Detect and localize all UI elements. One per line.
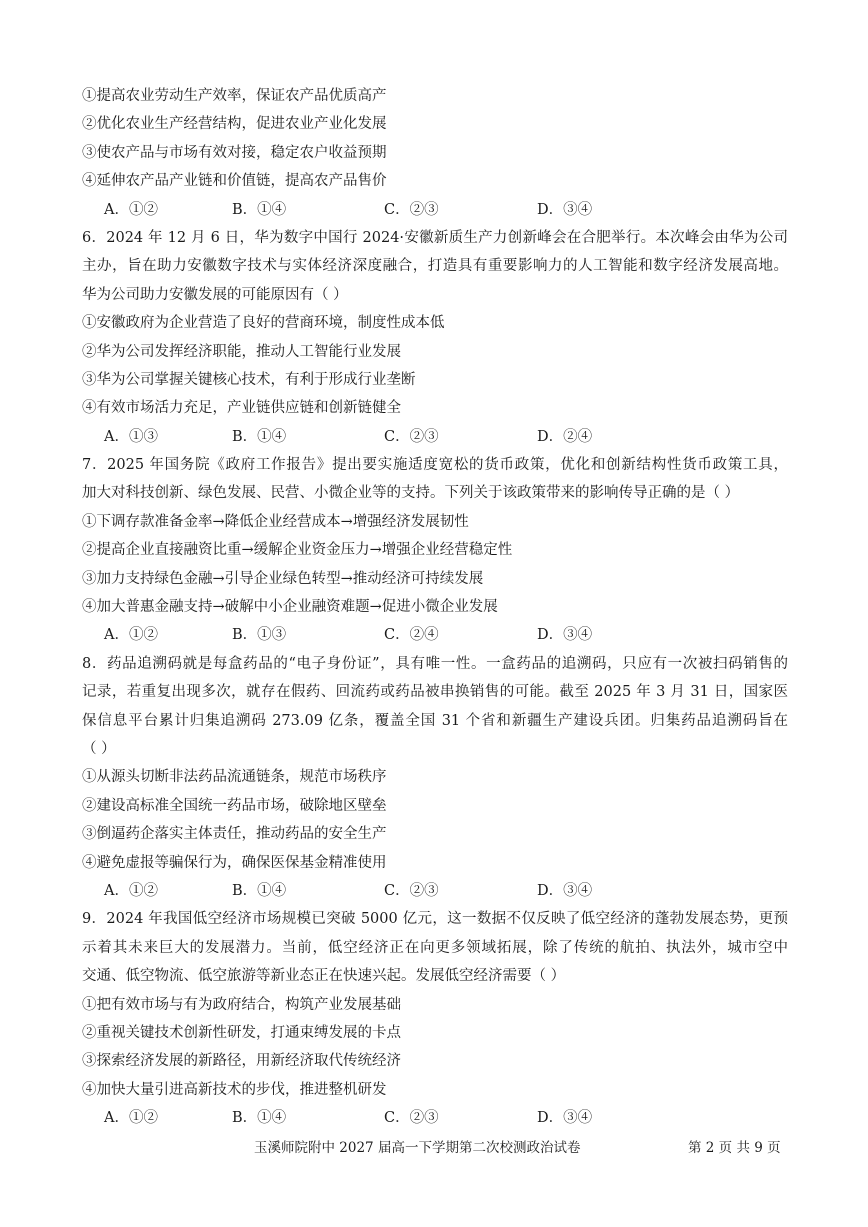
choice-c: C．②③	[384, 428, 439, 445]
option-line: ④加大普惠金融支持→破解中小企业融资难题→促进小微企业发展	[82, 599, 498, 616]
option-line: ④加快大量引进高新技术的步伐，推进整机研发	[82, 1081, 387, 1098]
option-line: ①从源头切断非法药品流通链条，规范市场秩序	[82, 769, 387, 786]
choice-a: A．①②	[104, 1110, 158, 1127]
option-line: ③倒逼药企落实主体责任，推动药品的安全生产	[82, 826, 387, 843]
choice-b: B．①④	[232, 882, 287, 899]
option-line: ②华为公司发挥经济职能，推动人工智能行业发展	[82, 343, 401, 360]
choice-a: A．①③	[104, 428, 158, 445]
question-6	[82, 224, 788, 451]
option-line: ③加力支持绿色金融→引导企业绿色转型→推动经济可持续发展	[82, 570, 484, 587]
choice-c: C．②③	[384, 201, 439, 218]
option-line: ②重视关键技术创新性研发，打通束缚发展的卡点	[82, 1024, 401, 1041]
choice-d: D．③④	[537, 882, 593, 899]
choice-c: C．②④	[384, 627, 439, 644]
answer-choices	[82, 877, 788, 905]
answer-choices	[82, 621, 788, 649]
footer-page-number: 第 2 页 共 9 页	[688, 1140, 781, 1156]
question-5	[82, 82, 788, 224]
choice-b: B．①③	[232, 627, 287, 644]
answer-choices	[82, 1104, 788, 1132]
question-stem-line: 交通、低空物流、低空旅游等新业态正在快速兴起。发展低空经济需要（ ）	[82, 968, 566, 985]
option-line: ④有效市场活力充足，产业链供应链和创新链健全	[82, 400, 401, 417]
choice-a: A．①②	[104, 201, 158, 218]
choice-c: C．②③	[384, 882, 439, 899]
option-line: ①把有效市场与有为政府结合，构筑产业发展基础	[82, 996, 401, 1013]
choice-b: B．①④	[232, 201, 287, 218]
choice-d: D．③④	[537, 1110, 593, 1127]
question-stem-line: 9．2024 年我国低空经济市场规模已突破 5000 亿元，这一数据不仅反映了低空经济的蓬勃发展态势，更预	[82, 911, 788, 928]
option-line: ①安徽政府为企业营造了良好的营商环境，制度性成本低	[82, 315, 445, 332]
option-line: ③使农产品与市场有效对接，稳定农户收益预期	[82, 144, 387, 161]
question-stem-line: 主办，旨在助力安徽数字技术与实体经济深度融合，打造具有重要影响力的人工智能和数字经济发展高地。	[82, 258, 788, 275]
question-stem-line: 保信息平台累计归集追溯码 273.09 亿条，覆盖全国 31 个省和新疆生产建设兵团。归集药品追溯码旨在	[82, 712, 788, 729]
answer-choices	[82, 423, 788, 451]
choice-b: B．①④	[232, 1110, 287, 1127]
choice-b: B．①④	[232, 428, 287, 445]
option-line: ①提高农业劳动生产效率，保证农产品优质高产	[82, 88, 387, 104]
question-stem-line: 加大对科技创新、绿色发展、民营、小微企业等的支持。下列关于该政策带来的影响传导正确的是（ ）	[82, 485, 740, 502]
question-stem-line: 示着其未来巨大的发展潜力。当前，低空经济正在向更多领域拓展，除了传统的航拍、执法外，城市空中	[82, 939, 788, 956]
option-line: ③华为公司掌握关键核心技术，有利于形成行业垄断	[82, 371, 416, 388]
question-stem-line: 华为公司助力安徽发展的可能原因有（ ）	[82, 286, 348, 303]
choice-d: D．②④	[537, 428, 593, 445]
option-line: ②优化农业生产经营结构，促进农业产业化发展	[82, 116, 387, 133]
choice-a: A．①②	[104, 627, 158, 644]
question-stem-line: 记录，若重复出现多次，就存在假药、回流药或药品被串换销售的可能。截至 2025 年 3 月 31 日，国家医	[82, 684, 788, 701]
choice-a: A．①②	[104, 882, 158, 899]
choice-c: C．②③	[384, 1110, 439, 1127]
option-line: ①下调存款准备金率→降低企业经营成本→增强经济发展韧性	[82, 513, 469, 530]
question-stem-line: （ ）	[82, 740, 116, 757]
option-line: ②提高企业直接融资比重→缓解企业资金压力→增强企业经营稳定性	[82, 542, 513, 559]
question-stem-line: 7．2025 年国务院《政府工作报告》提出要实施适度宽松的货币政策，优化和创新结构性货币政策工具，	[82, 457, 788, 474]
question-stem-line: 8．药品追溯码就是每盒药品的“电子身份证”，具有唯一性。一盒药品的追溯码，只应有一次被扫码销售的	[82, 655, 788, 672]
question-9	[82, 905, 788, 1132]
question-8	[82, 650, 788, 906]
option-line: ④避免虚报等骗保行为，确保医保基金精准使用	[82, 854, 387, 871]
question-stem-line: 6．2024 年 12 月 6 日，华为数字中国行 2024·安徽新质生产力创新峰会在合肥举行。本次峰会由华为公司	[82, 229, 788, 246]
option-line: ②建设高标准全国统一药品市场，破除地区壁垒	[82, 797, 387, 814]
exam-page	[82, 82, 788, 1132]
option-line: ③探索经济发展的新路径，用新经济取代传统经济	[82, 1053, 401, 1070]
answer-choices	[82, 196, 788, 224]
choice-d: D．③④	[537, 201, 593, 218]
option-line: ④延伸农产品产业链和价值链，提高农产品售价	[82, 173, 387, 190]
choice-d: D．③④	[537, 627, 593, 644]
footer-exam-title: 玉溪师院附中 2027 届高一下学期第二次校测政治试卷	[254, 1140, 581, 1156]
question-7	[82, 451, 788, 650]
